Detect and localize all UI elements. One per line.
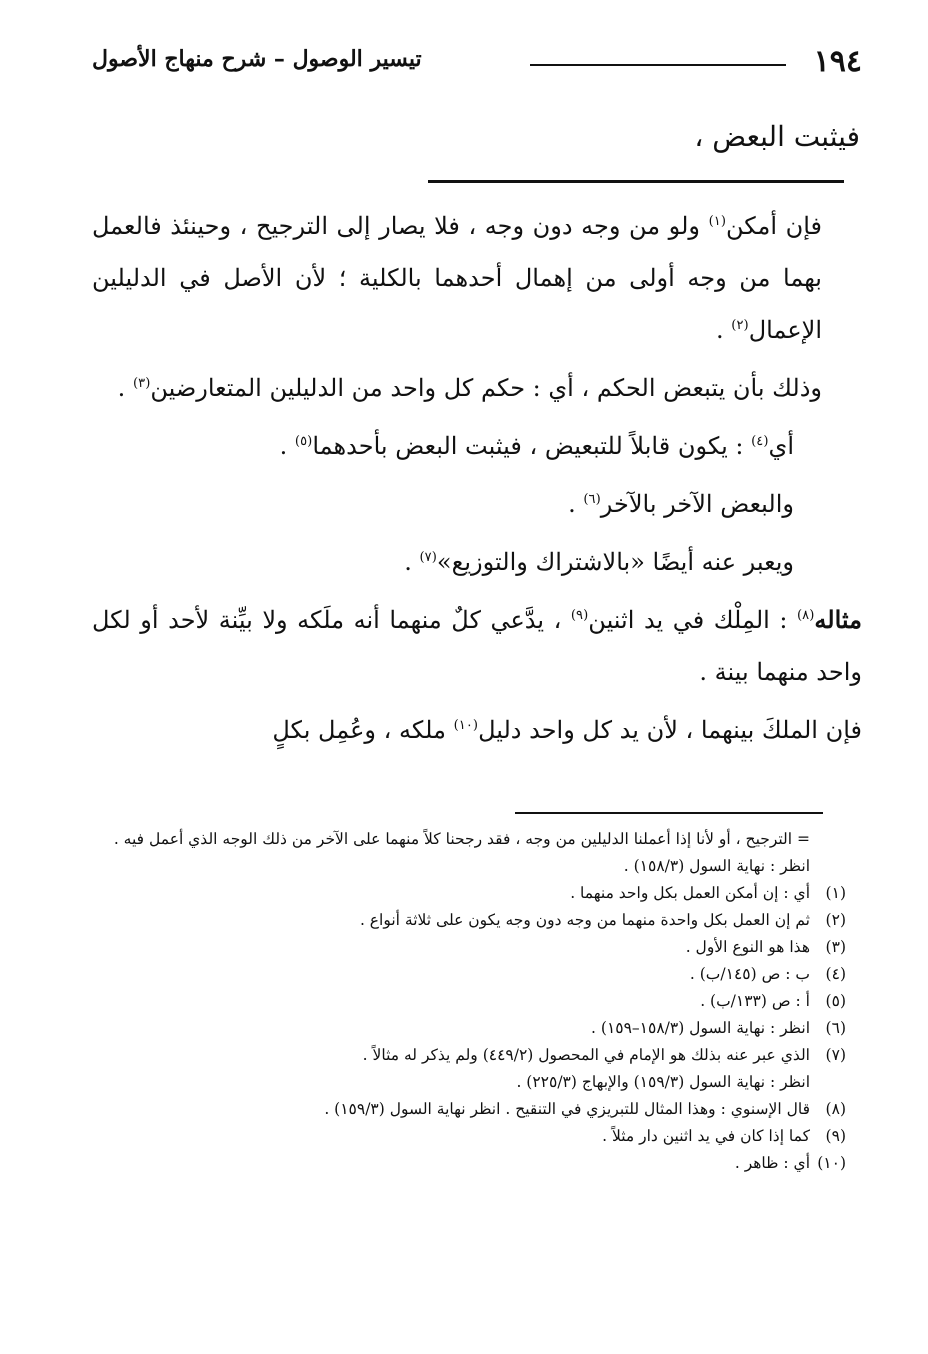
text-span: أي [768,432,794,460]
text-span: : يكون قابلاً للتبعيض ، فيثبت البعض بأحدهما [312,432,752,460]
footnote-text: قال الإسنوي : وهذا المثال للتبريزي في التنقيح . انظر نهاية السول (١٥٩/٣) . [324,1100,810,1118]
footnote-ref: (١) [708,214,726,229]
footnote-number: (٢) [825,911,846,929]
footnote [86,1069,846,1096]
text-span: فإن الملكَ بينهما ، لأن يد كل واحد دليل [478,716,862,744]
footnote-rule [515,812,823,814]
footnote-continuation: = الترجيح ، أو لأنا إذا أعملنا الدليلين من وجه ، فقد رجحنا كلاً منهما على الآخر من ذلك الوجه الذي أعمل فيه . انظر : نهاية السول (١٥٨/٣) . [113,830,810,875]
footnote-text: انظر : نهاية السول (١٥٩/٣) والإبهاج (٢٢٥/٣) . [516,1073,810,1091]
footnote-number: (٦) [825,1019,846,1037]
footnote [86,907,846,934]
text-span: وذلك بأن يتبعض الحكم ، أي : حكم كل واحد من الدليلين المتعارضين [150,374,822,402]
footnote-ref: (٣) [132,376,151,391]
footnotes [86,826,846,1177]
footnote [86,1015,846,1042]
paragraph [92,536,862,588]
text-span: والبعض الآخر بالآخر [600,490,794,518]
footnote-ref: (٩) [570,608,589,623]
footnote [86,961,846,988]
text-span: . [117,374,133,402]
footnote-text: أ : ص (١٣٣/ب) . [700,992,810,1010]
footnote-number: (٨) [825,1100,846,1118]
footnote [86,1150,846,1177]
text-span: فإن أمكن [725,212,822,240]
heading-rule [428,180,844,183]
text-span: . [279,432,295,460]
footnote-text: أي : إن أمكن العمل بكل واحد منهما . [570,884,810,902]
paragraph [92,704,862,756]
footnote-ref: (٧) [419,550,437,565]
footnote-text: انظر : نهاية السول (١٥٨/٣–١٥٩) . [591,1019,810,1037]
running-header [92,44,862,84]
footnote-text: ب : ص (١٤٥/ب) . [689,965,810,983]
footnote-number [810,1069,846,1096]
paragraph [92,478,862,530]
footnote-ref: (٨) [797,608,815,623]
text-span: : المِلْك في يد اثنين [588,606,797,634]
text-span: ، يدَّعي كلٌ منهما أنه ملَكه ولا بيِّنة لأحد أو لكل واحد منهما بينة . [92,606,862,686]
footnote-text: الذي عبر عنه بذلك هو الإمام في المحصول (٤٤٩/٢) ولم يذكر له مثالاً . [362,1046,810,1064]
section-heading: فيثبت البعض ، [694,120,860,153]
example-label: مثاله [814,605,862,634]
footnote-number: (١) [825,884,846,902]
footnote [86,1123,846,1150]
paragraph [92,420,862,472]
footnote [86,934,846,961]
paragraph [92,200,862,356]
footnote-ref: (٦) [583,492,601,507]
footnote-text: ثم إن العمل بكل واحدة منهما من وجه دون وجه يكون على ثلاثة أنواع . [359,911,810,929]
footnote [86,988,846,1015]
text-span: . [404,548,420,576]
book-title: تيسير الوصول – شرح منهاج الأصول [92,46,422,72]
footnote-number: (٣) [825,938,846,956]
paragraph [92,362,862,414]
footnote-number: (٥) [825,992,846,1010]
footnote-ref: (٥) [294,434,313,449]
page-number: ١٩٤ [813,44,862,79]
footnote-ref: (٢) [731,318,749,333]
footnote-number: (٤) [825,965,846,983]
footnote [86,1096,846,1123]
footnote-text: كما إذا كان في يد اثنين دار مثلاً . [602,1127,810,1145]
paragraph [92,594,862,698]
text-span: . [716,316,732,344]
footnote [86,880,846,907]
footnote-text: هذا هو النوع الأول . [685,938,810,956]
main-text [92,200,862,756]
header-rule [530,64,786,66]
text-span: ويعبر عنه أيضًا «بالاشتراك والتوزيع» [436,548,794,576]
footnote-text: أي : ظاهر . [734,1154,810,1172]
footnote-number: (٧) [825,1046,846,1064]
text-span: ولو من وجه دون وجه ، فلا يصار إلى الترجيح ، وحينئذ فالعمل بهما من وجه أولى من إهمال أحدهما بالكلية ؛ لأن الأصل في الدليلين الإعمال [92,212,822,344]
footnote-number: (٩) [825,1127,846,1145]
footnote-ref: (١٠) [453,718,479,733]
footnote [86,1042,846,1069]
footnote-ref: (٤) [751,434,769,449]
text-span: . [568,490,584,518]
text-span: ملكه ، وعُمِل بكلٍ [272,716,454,744]
footnote-number: (١٠) [817,1154,846,1172]
